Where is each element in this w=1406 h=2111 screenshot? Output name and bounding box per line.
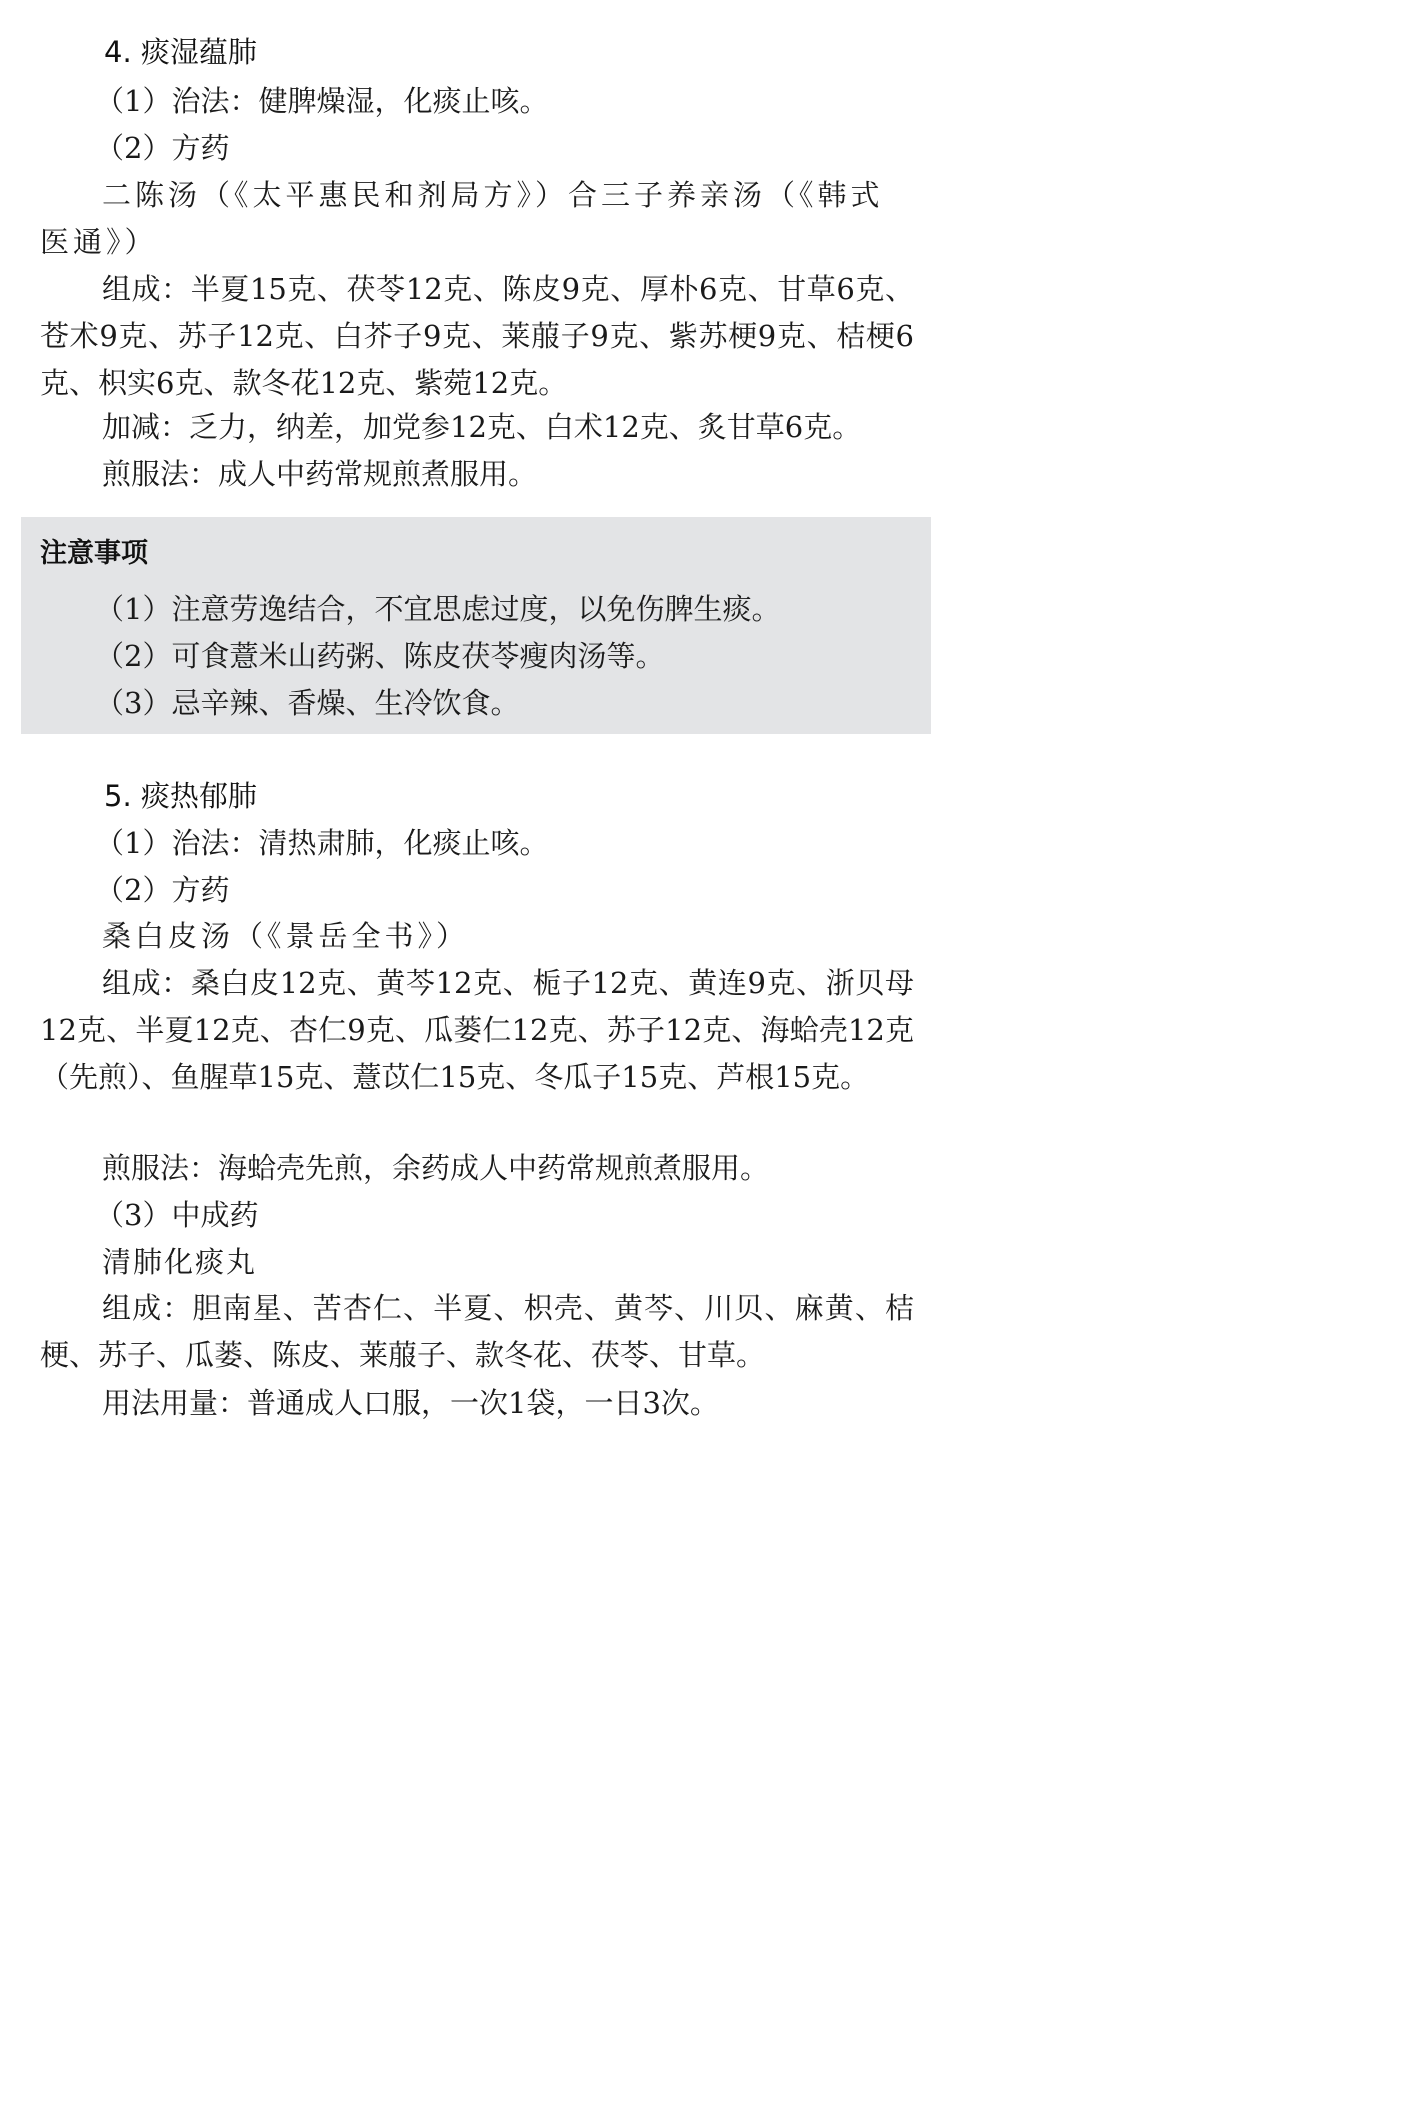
prescription-label: （2）方药 xyxy=(95,131,230,165)
prescription-label: （2）方药 xyxy=(95,873,230,907)
formula-name-continued: 医通》） xyxy=(40,225,158,259)
decoction-method: 煎服法：成人中药常规煎煮服用。 xyxy=(102,457,538,491)
formula-name: 二陈汤（《太平惠民和剂局方》）合三子养亲汤（《韩式 xyxy=(102,178,884,212)
note-item: （3）忌辛辣、香燥、生冷饮食。 xyxy=(95,686,520,720)
patent-medicine-name: 清肺化痰丸 xyxy=(102,1245,258,1279)
note-item: （2）可食薏米山药粥、陈皮茯苓瘦肉汤等。 xyxy=(95,639,665,673)
treatment-method: （1）治法：清热肃肺，化痰止咳。 xyxy=(95,826,549,860)
composition-paragraph: 组成：半夏15克、茯苓12克、陈皮9克、厚朴6克、甘草6克、苍术9克、苏子12克、白芥子9克、莱菔子9克、紫苏梗9克、桔梗6克、枳实6克、款冬花12克、紫菀12克。 xyxy=(40,272,914,400)
treatment-method: （1）治法：健脾燥湿，化痰止咳。 xyxy=(95,84,549,118)
formula-name: 桑白皮汤（《景岳全书》） xyxy=(102,919,470,953)
section-heading: 4. 痰湿蕴肺 xyxy=(104,35,257,69)
notes-title: 注意事项 xyxy=(40,538,148,569)
decoction-method: 煎服法：海蛤壳先煎，余药成人中药常规煎煮服用。 xyxy=(102,1151,770,1185)
note-item: （1）注意劳逸结合，不宜思虑过度，以免伤脾生痰。 xyxy=(95,592,781,626)
modification-text: 加减：乏力，纳差，加党参12克、白术12克、炙甘草6克。 xyxy=(102,410,862,444)
section-heading: 5. 痰热郁肺 xyxy=(104,779,257,813)
patent-composition-paragraph: 组成：胆南星、苦杏仁、半夏、枳壳、黄芩、川贝、麻黄、桔梗、苏子、瓜蒌、陈皮、莱菔子、款冬花、茯苓、甘草。 xyxy=(40,1291,914,1372)
composition-paragraph: 组成：桑白皮12克、黄芩12克、栀子12克、黄连9克、浙贝母12克、半夏12克、杏仁9克、瓜蒌仁12克、苏子12克、海蛤壳12克（先煎）、鱼腥草15克、薏苡仁15克、冬瓜子15克、芦根15克。 xyxy=(40,966,914,1094)
usage-dosage: 用法用量：普通成人口服，一次1袋，一日3次。 xyxy=(102,1386,719,1420)
patent-medicine-label: （3）中成药 xyxy=(95,1198,259,1232)
